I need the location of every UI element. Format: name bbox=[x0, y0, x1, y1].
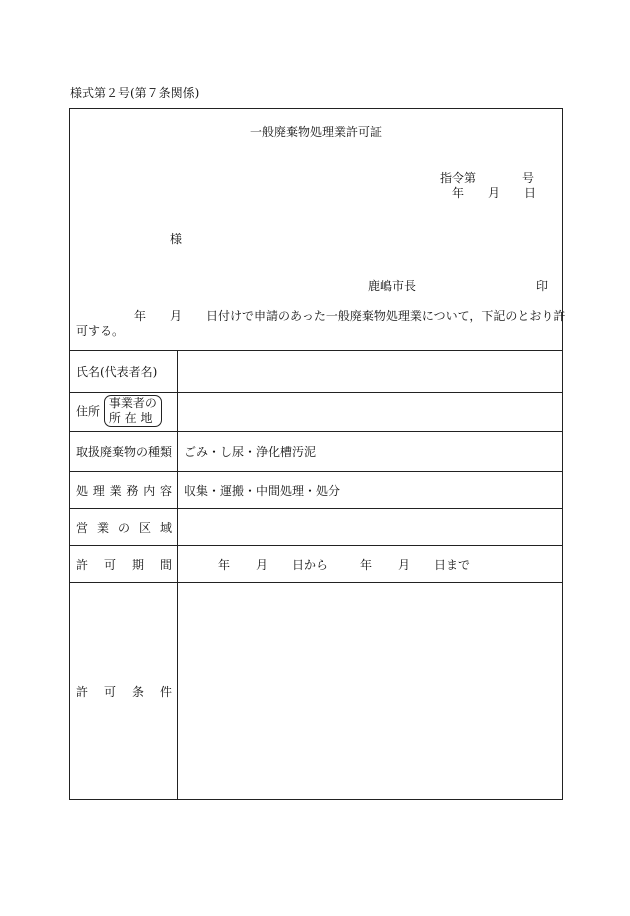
period-year-to: 年 bbox=[360, 558, 373, 572]
address-sub-line1: 事業者の bbox=[108, 396, 157, 410]
address-label: 住所 bbox=[76, 404, 101, 419]
issue-date-day: 日 bbox=[524, 186, 537, 200]
row-divider bbox=[70, 545, 562, 546]
issue-date-month: 月 bbox=[488, 186, 501, 200]
addressee-suffix: 様 bbox=[170, 232, 183, 246]
row-divider bbox=[70, 582, 562, 583]
period-month-from: 月 bbox=[256, 558, 269, 572]
number-suffix: 号 bbox=[522, 171, 535, 185]
waste-type-label: 取扱廃棄物の種類 bbox=[76, 445, 173, 459]
address-sub-bracket bbox=[104, 395, 162, 427]
conditions-label: 許可条件 bbox=[76, 685, 172, 699]
address-label-group bbox=[76, 395, 162, 427]
row-divider bbox=[70, 508, 562, 509]
address-sub-line2: 所 在 地 bbox=[108, 411, 153, 425]
row-divider bbox=[70, 392, 562, 393]
row-divider bbox=[70, 471, 562, 472]
label-column-divider bbox=[177, 350, 178, 799]
business-value: 収集・運搬・中間処理・処分 bbox=[184, 484, 341, 498]
certificate-title: 一般廃棄物処理業許可証 bbox=[249, 125, 382, 139]
table-top-rule bbox=[70, 350, 562, 351]
period-day-from: 日から bbox=[292, 558, 329, 572]
area-label: 営業の区域 bbox=[76, 521, 172, 535]
body-month: 月 bbox=[170, 309, 183, 323]
period-year-from: 年 bbox=[218, 558, 231, 572]
issuer-name: 鹿嶋市長 bbox=[368, 279, 417, 293]
body-year: 年 bbox=[134, 309, 147, 323]
permit-certificate-frame bbox=[69, 108, 566, 800]
body-text-line2: 可する。 bbox=[76, 324, 125, 338]
waste-type-value: ごみ・し尿・浄化槽汚泥 bbox=[184, 445, 317, 459]
business-label: 処理業務内容 bbox=[76, 484, 172, 498]
number-prefix: 指令第 bbox=[440, 171, 477, 185]
form-number-label: 様式第２号(第７条関係) bbox=[70, 86, 200, 100]
period-month-to: 月 bbox=[398, 558, 411, 572]
row-divider bbox=[70, 431, 562, 432]
issue-date-year: 年 bbox=[452, 186, 465, 200]
seal-mark: 印 bbox=[536, 279, 549, 293]
period-label: 許可期間 bbox=[76, 558, 172, 572]
body-text-line1: 日付けで申請のあった一般廃棄物処理業について，下記のとおり許 bbox=[206, 309, 566, 323]
name-label: 氏名(代表者名) bbox=[76, 365, 158, 379]
period-day-to: 日まで bbox=[434, 558, 471, 572]
